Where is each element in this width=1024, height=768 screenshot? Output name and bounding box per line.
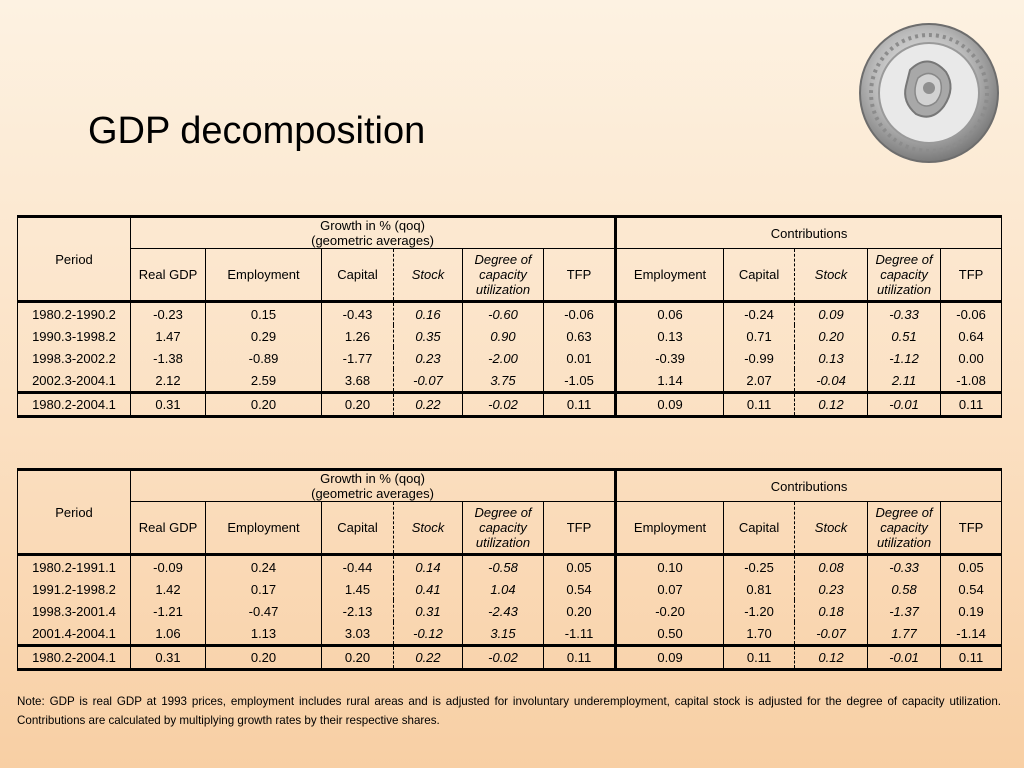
dcu-line2: capacity xyxy=(479,520,527,535)
capital-cell: 3.68 xyxy=(322,369,394,393)
contrib-tfp-total-cell: 0.11 xyxy=(941,646,1002,670)
contrib-capital-total-cell: 0.11 xyxy=(724,393,795,417)
contrib-stock-total-cell: 0.12 xyxy=(795,646,868,670)
contrib-capacity-utilization-header xyxy=(868,249,941,302)
employment-cell: 0.29 xyxy=(206,325,322,347)
contributions-group-header: Contributions xyxy=(616,470,1002,502)
tfp-cell: 0.63 xyxy=(544,325,616,347)
capacity-utilization-total-cell: -0.02 xyxy=(463,393,544,417)
contrib-capacity-utilization-cell: 2.11 xyxy=(868,369,941,393)
table-total-row xyxy=(18,393,1002,417)
capacity-utilization-cell: -0.58 xyxy=(463,555,544,579)
tfp-cell: 0.20 xyxy=(544,600,616,622)
employment-total-cell: 0.20 xyxy=(206,393,322,417)
gdp-decomposition-table-2 xyxy=(17,468,1002,671)
stock-cell: 0.41 xyxy=(394,578,463,600)
employment-cell: -0.47 xyxy=(206,600,322,622)
contrib-tfp-cell: 0.19 xyxy=(941,600,1002,622)
stock-cell: 0.14 xyxy=(394,555,463,579)
contrib-stock-cell: 0.18 xyxy=(795,600,868,622)
contrib-tfp-cell: 0.64 xyxy=(941,325,1002,347)
tfp-header: TFP xyxy=(544,502,616,555)
contrib-capital-cell: 1.70 xyxy=(724,622,795,646)
contrib-capacity-utilization-cell: -1.12 xyxy=(868,347,941,369)
dcu-line2: capacity xyxy=(479,267,527,282)
contrib-dcu-line2: capacity xyxy=(880,520,928,535)
contrib-employment-total-cell: 0.09 xyxy=(616,646,724,670)
tfp-cell: -1.11 xyxy=(544,622,616,646)
capacity-utilization-cell: 0.90 xyxy=(463,325,544,347)
capacity-utilization-cell: -2.00 xyxy=(463,347,544,369)
employment-cell: 1.13 xyxy=(206,622,322,646)
capital-cell: -1.77 xyxy=(322,347,394,369)
capital-cell: 1.45 xyxy=(322,578,394,600)
contrib-employment-cell: 0.10 xyxy=(616,555,724,579)
employment-cell: 0.24 xyxy=(206,555,322,579)
capacity-utilization-header xyxy=(463,249,544,302)
contributions-group-header: Contributions xyxy=(616,217,1002,249)
stock-cell: 0.23 xyxy=(394,347,463,369)
contrib-capital-cell: -0.99 xyxy=(724,347,795,369)
period-total-cell: 1980.2-2004.1 xyxy=(18,646,131,670)
capital-cell: -2.13 xyxy=(322,600,394,622)
period-cell: 1991.2-1998.2 xyxy=(18,578,131,600)
coin-seal-logo xyxy=(858,22,1000,164)
contrib-capital-cell: -0.24 xyxy=(724,302,795,326)
contrib-employment-cell: 0.07 xyxy=(616,578,724,600)
contrib-employment-cell: -0.20 xyxy=(616,600,724,622)
contrib-capital-cell: -1.20 xyxy=(724,600,795,622)
employment-header: Employment xyxy=(206,249,322,302)
contrib-capacity-utilization-cell: 1.77 xyxy=(868,622,941,646)
capacity-utilization-header xyxy=(463,502,544,555)
contrib-tfp-cell: 0.05 xyxy=(941,555,1002,579)
growth-group-header xyxy=(131,217,616,249)
contrib-capacity-utilization-cell: 0.58 xyxy=(868,578,941,600)
table-row xyxy=(18,369,1002,393)
capacity-utilization-cell: 3.15 xyxy=(463,622,544,646)
tfp-cell: -0.06 xyxy=(544,302,616,326)
table-total-row xyxy=(18,646,1002,670)
capital-cell: 1.26 xyxy=(322,325,394,347)
contrib-employment-cell: 1.14 xyxy=(616,369,724,393)
stock-header: Stock xyxy=(394,502,463,555)
stock-cell: -0.12 xyxy=(394,622,463,646)
capacity-utilization-total-cell: -0.02 xyxy=(463,646,544,670)
contrib-capital-header: Capital xyxy=(724,249,795,302)
contrib-stock-cell: 0.13 xyxy=(795,347,868,369)
contrib-tfp-header: TFP xyxy=(941,502,1002,555)
stock-cell: 0.16 xyxy=(394,302,463,326)
contrib-employment-header: Employment xyxy=(616,249,724,302)
contrib-tfp-cell: -0.06 xyxy=(941,302,1002,326)
period-cell: 1980.2-1991.1 xyxy=(18,555,131,579)
period-cell: 2002.3-2004.1 xyxy=(18,369,131,393)
contrib-employment-cell: -0.39 xyxy=(616,347,724,369)
growth-header-line1: Growth in % (qoq) xyxy=(320,471,425,486)
contrib-dcu-line3: utilization xyxy=(876,282,932,297)
tfp-total-cell: 0.11 xyxy=(544,393,616,417)
real-gdp-cell: -0.09 xyxy=(131,555,206,579)
capital-cell: -0.43 xyxy=(322,302,394,326)
tfp-cell: 0.54 xyxy=(544,578,616,600)
period-cell: 1980.2-1990.2 xyxy=(18,302,131,326)
footnote: Note: GDP is real GDP at 1993 prices, employment includes rural areas and is adjusted for involuntary underemployment, capital stock is adjusted for the degree of capacity utilization. Contributions are calculated by multiplying growth rates by their respective shares. xyxy=(17,695,1001,727)
contrib-tfp-cell: -1.14 xyxy=(941,622,1002,646)
contrib-capital-total-cell: 0.11 xyxy=(724,646,795,670)
real-gdp-cell: 1.47 xyxy=(131,325,206,347)
period-cell: 1998.3-2002.2 xyxy=(18,347,131,369)
capacity-utilization-cell: 3.75 xyxy=(463,369,544,393)
real-gdp-cell: 2.12 xyxy=(131,369,206,393)
contrib-capital-cell: 2.07 xyxy=(724,369,795,393)
contrib-stock-cell: 0.09 xyxy=(795,302,868,326)
stock-cell: -0.07 xyxy=(394,369,463,393)
employment-cell: 0.17 xyxy=(206,578,322,600)
contrib-stock-cell: -0.04 xyxy=(795,369,868,393)
contrib-tfp-cell: 0.54 xyxy=(941,578,1002,600)
period-cell: 2001.4-2004.1 xyxy=(18,622,131,646)
table-row xyxy=(18,347,1002,369)
contrib-stock-header: Stock xyxy=(795,502,868,555)
real-gdp-header: Real GDP xyxy=(131,249,206,302)
real-gdp-total-cell: 0.31 xyxy=(131,393,206,417)
period-cell: 1998.3-2001.4 xyxy=(18,600,131,622)
real-gdp-cell: -1.38 xyxy=(131,347,206,369)
table-row xyxy=(18,600,1002,622)
period-header: Period xyxy=(18,217,131,302)
table-row xyxy=(18,578,1002,600)
slide-title: GDP decomposition xyxy=(88,110,426,152)
dcu-line1: Degree of xyxy=(474,505,532,520)
contrib-employment-total-cell: 0.09 xyxy=(616,393,724,417)
real-gdp-header: Real GDP xyxy=(131,502,206,555)
growth-group-header xyxy=(131,470,616,502)
contrib-capital-header: Capital xyxy=(724,502,795,555)
contrib-dcu-line2: capacity xyxy=(880,267,928,282)
growth-header-line2: (geometric averages) xyxy=(311,233,434,248)
stock-cell: 0.31 xyxy=(394,600,463,622)
table-row xyxy=(18,555,1002,579)
contrib-employment-cell: 0.06 xyxy=(616,302,724,326)
contrib-capacity-utilization-cell: -0.33 xyxy=(868,555,941,579)
employment-cell: -0.89 xyxy=(206,347,322,369)
employment-total-cell: 0.20 xyxy=(206,646,322,670)
contrib-capacity-utilization-cell: 0.51 xyxy=(868,325,941,347)
contrib-dcu-line1: Degree of xyxy=(875,505,933,520)
capacity-utilization-cell: -0.60 xyxy=(463,302,544,326)
contrib-employment-header: Employment xyxy=(616,502,724,555)
contrib-tfp-header: TFP xyxy=(941,249,1002,302)
table-row xyxy=(18,622,1002,646)
capital-total-cell: 0.20 xyxy=(322,646,394,670)
real-gdp-cell: -1.21 xyxy=(131,600,206,622)
contrib-capacity-utilization-cell: -0.33 xyxy=(868,302,941,326)
contrib-capacity-utilization-cell: -1.37 xyxy=(868,600,941,622)
employment-cell: 0.15 xyxy=(206,302,322,326)
contrib-capacity-utilization-total-cell: -0.01 xyxy=(868,393,941,417)
tfp-total-cell: 0.11 xyxy=(544,646,616,670)
real-gdp-cell: 1.42 xyxy=(131,578,206,600)
contrib-dcu-line3: utilization xyxy=(876,535,932,550)
real-gdp-cell: 1.06 xyxy=(131,622,206,646)
capital-cell: 3.03 xyxy=(322,622,394,646)
capacity-utilization-cell: -2.43 xyxy=(463,600,544,622)
contrib-tfp-cell: 0.00 xyxy=(941,347,1002,369)
dcu-line1: Degree of xyxy=(474,252,532,267)
period-total-cell: 1980.2-2004.1 xyxy=(18,393,131,417)
capital-total-cell: 0.20 xyxy=(322,393,394,417)
contrib-stock-cell: 0.23 xyxy=(795,578,868,600)
dcu-line3: utilization xyxy=(475,282,531,297)
real-gdp-cell: -0.23 xyxy=(131,302,206,326)
stock-cell: 0.35 xyxy=(394,325,463,347)
period-header: Period xyxy=(18,470,131,555)
tfp-cell: -1.05 xyxy=(544,369,616,393)
contrib-tfp-total-cell: 0.11 xyxy=(941,393,1002,417)
contrib-stock-cell: 0.20 xyxy=(795,325,868,347)
capital-header: Capital xyxy=(322,502,394,555)
real-gdp-total-cell: 0.31 xyxy=(131,646,206,670)
contrib-employment-cell: 0.50 xyxy=(616,622,724,646)
dcu-line3: utilization xyxy=(475,535,531,550)
growth-header-line1: Growth in % (qoq) xyxy=(320,218,425,233)
employment-header: Employment xyxy=(206,502,322,555)
contrib-capital-cell: 0.71 xyxy=(724,325,795,347)
contrib-stock-cell: -0.07 xyxy=(795,622,868,646)
capacity-utilization-cell: 1.04 xyxy=(463,578,544,600)
tfp-cell: 0.01 xyxy=(544,347,616,369)
contrib-stock-total-cell: 0.12 xyxy=(795,393,868,417)
contrib-capacity-utilization-header xyxy=(868,502,941,555)
capital-cell: -0.44 xyxy=(322,555,394,579)
contrib-employment-cell: 0.13 xyxy=(616,325,724,347)
contrib-capital-cell: -0.25 xyxy=(724,555,795,579)
stock-header: Stock xyxy=(394,249,463,302)
stock-total-cell: 0.22 xyxy=(394,646,463,670)
period-cell: 1990.3-1998.2 xyxy=(18,325,131,347)
growth-header-line2: (geometric averages) xyxy=(311,486,434,501)
contrib-stock-header: Stock xyxy=(795,249,868,302)
gdp-decomposition-table-1 xyxy=(17,215,1002,418)
capital-header: Capital xyxy=(322,249,394,302)
contrib-capital-cell: 0.81 xyxy=(724,578,795,600)
stock-total-cell: 0.22 xyxy=(394,393,463,417)
contrib-dcu-line1: Degree of xyxy=(875,252,933,267)
contrib-tfp-cell: -1.08 xyxy=(941,369,1002,393)
employment-cell: 2.59 xyxy=(206,369,322,393)
contrib-capacity-utilization-total-cell: -0.01 xyxy=(868,646,941,670)
contrib-stock-cell: 0.08 xyxy=(795,555,868,579)
tfp-cell: 0.05 xyxy=(544,555,616,579)
table-row xyxy=(18,325,1002,347)
tfp-header: TFP xyxy=(544,249,616,302)
table-row xyxy=(18,302,1002,326)
